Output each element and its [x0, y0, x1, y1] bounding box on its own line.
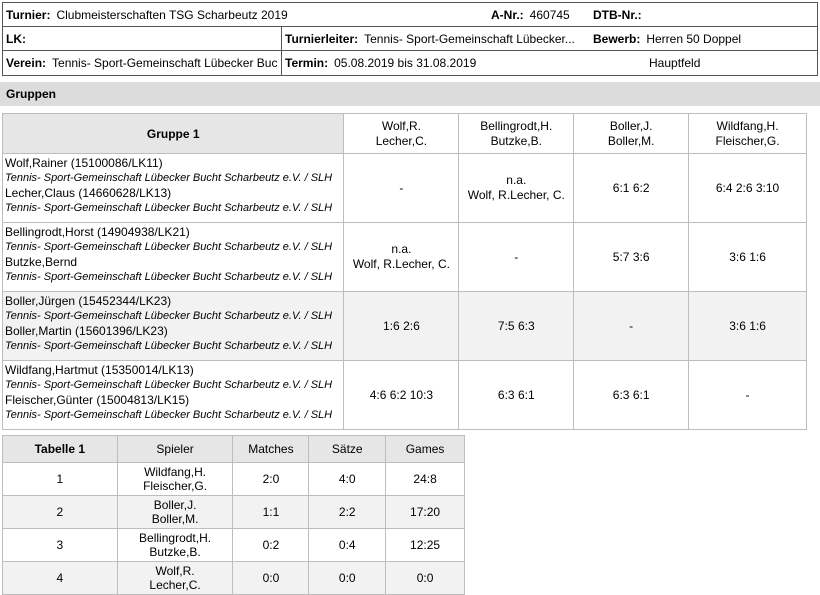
team-cell — [3, 361, 344, 430]
result-score: n.a. — [506, 173, 527, 187]
result-cell — [574, 361, 689, 430]
club-name: Tennis- Sport-Gemeinschaft Lübecker Bucht Scharbeutz e.V. / SLH — [5, 409, 333, 421]
column-pair — [459, 114, 574, 154]
saetze: 2:2 — [309, 496, 386, 529]
result-cell — [459, 154, 574, 223]
result-score: n.a. — [391, 242, 412, 256]
saetze: 4:0 — [309, 463, 386, 496]
players-cell — [117, 496, 233, 529]
anr-label: A-Nr.: — [491, 7, 524, 22]
feld-value: Hauptfeld — [649, 56, 701, 70]
column-player-1: Wildfang,H. — [716, 118, 779, 133]
result-cell — [689, 154, 807, 223]
result-score: - — [629, 318, 634, 333]
result-cell — [344, 361, 459, 430]
games: 17:20 — [386, 496, 465, 529]
turnierleiter-value: Tennis- Sport-Gemeinschaft Lübecker... — [364, 31, 575, 46]
group-row — [3, 223, 807, 292]
result-cell — [574, 154, 689, 223]
turnierleiter-field — [282, 27, 590, 50]
club-name: Tennis- Sport-Gemeinschaft Lübecker Bucht Scharbeutz e.V. / SLH — [5, 340, 333, 352]
player-name: Lecher,C. — [149, 578, 201, 592]
lk-field — [3, 27, 281, 50]
header-row-1 — [3, 3, 817, 27]
result-note: Wolf, R.Lecher, C. — [467, 188, 565, 202]
group-row — [3, 292, 807, 361]
column-player-2: Boller,M. — [607, 133, 655, 148]
player-name: Lecher,Claus (14660628/LK13) — [5, 186, 172, 200]
player-name: Boller,Jürgen (15452344/LK23) — [5, 294, 172, 308]
result-score: 6:3 6:1 — [612, 387, 650, 402]
result-score: 6:3 6:1 — [497, 387, 535, 402]
column-player-2: Lecher,C. — [375, 133, 428, 148]
header-row-3 — [3, 51, 817, 75]
player-name: Bellingrodt,H. — [139, 531, 212, 545]
bewerb-field — [590, 27, 818, 50]
result-cell — [459, 223, 574, 292]
player-name: Fleischer,G. — [143, 479, 208, 493]
player-name: Fleischer,Günter (15004813/LK15) — [5, 393, 190, 407]
team-cell — [3, 292, 344, 361]
column-player-1: Wolf,R. — [381, 118, 421, 133]
tournament-header — [2, 2, 818, 76]
column-player-1: Bellingrodt,H. — [480, 118, 553, 133]
player-name: Bellingrodt,Horst (14904938/LK21) — [5, 225, 190, 239]
result-cell — [344, 154, 459, 223]
verein-value: Tennis- Sport-Gemeinschaft Lübecker Buc — [52, 56, 278, 70]
club-name: Tennis- Sport-Gemeinschaft Lübecker Bucht Scharbeutz e.V. / SLH — [5, 241, 333, 253]
rank: 4 — [3, 562, 118, 595]
standings-header-row — [3, 436, 465, 463]
verein-field — [3, 51, 281, 75]
player-name: Wolf,R. — [155, 564, 195, 578]
rank: 2 — [3, 496, 118, 529]
team-cell — [3, 154, 344, 223]
termin-value: 05.08.2019 bis 31.08.2019 — [334, 56, 477, 70]
section-title-gruppen: Gruppen — [0, 82, 820, 106]
matches: 1:1 — [233, 496, 309, 529]
col-header-spieler: Spieler — [117, 436, 233, 463]
termin-label: Termin: — [285, 56, 329, 70]
column-pair — [344, 114, 459, 154]
table-row — [3, 496, 465, 529]
result-score: 4:6 6:2 10:3 — [369, 387, 434, 402]
player-name: Butzke,B. — [149, 545, 201, 559]
table-row — [3, 562, 465, 595]
column-player-2: Butzke,B. — [490, 133, 542, 148]
group-header-row — [3, 114, 807, 154]
games: 12:25 — [386, 529, 465, 562]
games: 0:0 — [386, 562, 465, 595]
group-title: Gruppe 1 — [3, 114, 344, 154]
anr-value: 460745 — [529, 7, 570, 22]
club-name: Tennis- Sport-Gemeinschaft Lübecker Bucht Scharbeutz e.V. / SLH — [5, 379, 333, 391]
feld-field — [646, 51, 816, 75]
anr-field — [488, 3, 588, 26]
rank: 1 — [3, 463, 118, 496]
club-name: Tennis- Sport-Gemeinschaft Lübecker Bucht Scharbeutz e.V. / SLH — [5, 271, 333, 283]
result-cell — [574, 223, 689, 292]
result-note: Wolf, R.Lecher, C. — [352, 257, 450, 271]
result-score: 3:6 1:6 — [729, 249, 766, 264]
result-cell — [459, 292, 574, 361]
column-pair — [689, 114, 807, 154]
saetze: 0:0 — [309, 562, 386, 595]
result-cell — [459, 361, 574, 430]
col-header-tabelle: Tabelle 1 — [3, 436, 118, 463]
result-cell — [574, 292, 689, 361]
group-row — [3, 154, 807, 223]
result-score: - — [745, 387, 750, 402]
result-score: 6:4 2:6 3:10 — [715, 180, 780, 195]
player-name: Wildfang,H. — [144, 465, 207, 479]
column-player-1: Boller,J. — [609, 118, 653, 133]
standings-table — [2, 435, 465, 595]
dtb-field — [590, 3, 810, 26]
player-name: Butzke,Bernd — [5, 255, 78, 269]
result-score: 5:7 3:6 — [612, 249, 650, 264]
result-score: 1:6 2:6 — [383, 318, 420, 333]
table-row — [3, 463, 465, 496]
result-score: 7:5 6:3 — [497, 318, 535, 333]
players-cell — [117, 562, 233, 595]
result-cell — [689, 361, 807, 430]
col-header-matches: Matches — [233, 436, 309, 463]
turnierleiter-label: Turnierleiter: — [285, 31, 359, 46]
team-cell — [3, 223, 344, 292]
result-score: - — [514, 249, 519, 264]
turnier-field — [3, 3, 483, 26]
table-row — [3, 529, 465, 562]
bewerb-label: Bewerb: — [593, 31, 641, 46]
group-matrix — [2, 113, 807, 430]
club-name: Tennis- Sport-Gemeinschaft Lübecker Bucht Scharbeutz e.V. / SLH — [5, 172, 333, 184]
player-name: Wildfang,Hartmut (15350014/LK13) — [5, 363, 194, 377]
column-pair — [574, 114, 689, 154]
player-name: Boller,Martin (15601396/LK23) — [5, 324, 168, 338]
games: 24:8 — [386, 463, 465, 496]
players-cell — [117, 463, 233, 496]
header-row-2 — [3, 27, 817, 51]
col-header-saetze: Sätze — [309, 436, 386, 463]
result-cell — [689, 223, 807, 292]
verein-label: Verein: — [6, 56, 47, 70]
turnier-value: Clubmeisterschaften TSG Scharbeutz 2019 — [56, 7, 288, 22]
club-name: Tennis- Sport-Gemeinschaft Lübecker Bucht Scharbeutz e.V. / SLH — [5, 202, 333, 214]
rank: 3 — [3, 529, 118, 562]
result-score: 3:6 1:6 — [729, 318, 766, 333]
group-row — [3, 361, 807, 430]
bewerb-value: Herren 50 Doppel — [646, 31, 742, 46]
result-score: - — [399, 180, 404, 195]
players-cell — [117, 529, 233, 562]
matches: 0:0 — [233, 562, 309, 595]
matches: 2:0 — [233, 463, 309, 496]
player-name: Wolf,Rainer (15100086/LK11) — [5, 156, 163, 170]
result-cell — [689, 292, 807, 361]
result-cell — [344, 292, 459, 361]
saetze: 0:4 — [309, 529, 386, 562]
club-name: Tennis- Sport-Gemeinschaft Lübecker Bucht Scharbeutz e.V. / SLH — [5, 310, 333, 322]
player-name: Boller,M. — [151, 512, 199, 526]
turnier-label: Turnier: — [6, 7, 51, 22]
player-name: Boller,J. — [153, 498, 197, 512]
dtb-label: DTB-Nr.: — [593, 7, 642, 22]
result-score: 6:1 6:2 — [612, 180, 650, 195]
col-header-games: Games — [386, 436, 465, 463]
lk-label: LK: — [6, 31, 26, 46]
column-player-2: Fleischer,G. — [715, 133, 780, 148]
matches: 0:2 — [233, 529, 309, 562]
result-cell — [344, 223, 459, 292]
termin-field — [282, 51, 642, 75]
